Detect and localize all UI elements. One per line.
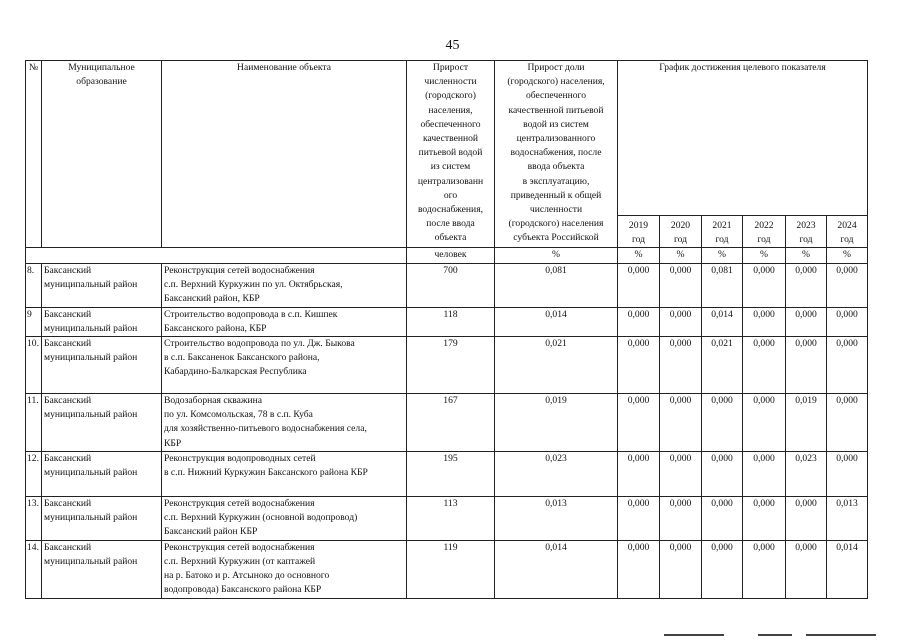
table-row (26, 497, 868, 541)
header-year: 2021 год (702, 216, 743, 248)
year-value-cell: 0,000 (743, 337, 786, 394)
year-value-cell: 0,000 (743, 264, 786, 308)
table-row (26, 394, 868, 452)
municipality-cell: Баксанский муниципальный район (42, 540, 162, 598)
unit-cell: % (743, 248, 786, 264)
year-value-cell: 0,000 (618, 452, 660, 497)
bottom-line-mark (664, 634, 724, 636)
year-value-cell: 0,000 (660, 497, 702, 541)
year-value-cell: 0,000 (702, 452, 743, 497)
header-year: 2020 год (660, 216, 702, 248)
year-value-cell: 0,000 (786, 497, 827, 541)
row-number: 12. (26, 452, 42, 497)
share-growth-cell: 0,021 (495, 337, 618, 394)
units-row (26, 248, 868, 264)
object-name-cell: Реконструкция сетей водоснабжения с.п. Верхний Куркужин (основной водопровод) Баксанский район КБР (162, 497, 407, 541)
header-num: № (26, 61, 42, 248)
header-year: 2024 год (827, 216, 868, 248)
year-value-cell: 0,000 (618, 540, 660, 598)
population-growth-cell: 700 (407, 264, 495, 308)
year-value-cell: 0,019 (786, 394, 827, 452)
share-growth-cell: 0,023 (495, 452, 618, 497)
year-value-cell: 0,000 (618, 394, 660, 452)
year-value-cell: 0,000 (743, 497, 786, 541)
year-value-cell: 0,000 (786, 540, 827, 598)
table-row (26, 264, 868, 308)
population-growth-cell: 118 (407, 307, 495, 336)
unit-cell: % (827, 248, 868, 264)
bottom-line-mark (758, 634, 792, 636)
municipality-cell: Баксанский муниципальный район (42, 307, 162, 336)
municipality-cell: Баксанский муниципальный район (42, 452, 162, 497)
row-number: 11. (26, 394, 42, 452)
unit-cell: % (702, 248, 743, 264)
year-value-cell: 0,000 (618, 264, 660, 308)
row-number: 10. (26, 337, 42, 394)
municipality-cell: Баксанский муниципальный район (42, 497, 162, 541)
table-row (26, 452, 868, 497)
year-value-cell: 0,014 (702, 307, 743, 336)
year-value-cell: 0,000 (743, 452, 786, 497)
object-name-cell: Водозаборная скважина по ул. Комсомольская, 78 в с.п. Куба для хозяйственно-питьевого водоснабжения села, КБР (162, 394, 407, 452)
row-number: 13. (26, 497, 42, 541)
row-number: 9 (26, 307, 42, 336)
municipality-cell: Баксанский муниципальный район (42, 394, 162, 452)
table-row (26, 307, 868, 336)
share-growth-cell: 0,081 (495, 264, 618, 308)
table-row (26, 540, 868, 598)
unit-cell: % (495, 248, 618, 264)
year-value-cell: 0,000 (743, 307, 786, 336)
population-growth-cell: 195 (407, 452, 495, 497)
share-growth-cell: 0,014 (495, 540, 618, 598)
share-growth-cell: 0,013 (495, 497, 618, 541)
year-value-cell: 0,013 (827, 497, 868, 541)
year-value-cell: 0,000 (618, 307, 660, 336)
object-name-cell: Реконструкция сетей водоснабжения с.п. Верхний Куркужин по ул. Октябрьская, Баксанский район, КБР (162, 264, 407, 308)
year-value-cell: 0,000 (827, 337, 868, 394)
header-year: 2022 год (743, 216, 786, 248)
year-value-cell: 0,000 (743, 394, 786, 452)
year-value-cell: 0,000 (618, 497, 660, 541)
bottom-line-mark (806, 634, 876, 636)
year-value-cell: 0,000 (702, 394, 743, 452)
header-object: Наименование объекта (162, 61, 407, 248)
municipality-cell: Баксанский муниципальный район (42, 264, 162, 308)
year-value-cell: 0,021 (702, 337, 743, 394)
year-value-cell: 0,000 (786, 264, 827, 308)
object-name-cell: Строительство водопровода в с.п. Кишпек Баксанского района, КБР (162, 307, 407, 336)
header-schedule: График достижения целевого показателя (618, 61, 868, 216)
table-row (26, 337, 868, 394)
year-value-cell: 0,000 (786, 307, 827, 336)
share-growth-cell: 0,019 (495, 394, 618, 452)
data-table (25, 60, 868, 599)
unit-cell: % (786, 248, 827, 264)
population-growth-cell: 167 (407, 394, 495, 452)
header-municipality: Муниципальное образование (42, 61, 162, 248)
page-number: 45 (445, 38, 460, 53)
year-value-cell: 0,081 (702, 264, 743, 308)
year-value-cell: 0,000 (702, 497, 743, 541)
year-value-cell: 0,000 (702, 540, 743, 598)
year-value-cell: 0,000 (660, 394, 702, 452)
year-value-cell: 0,000 (618, 337, 660, 394)
object-name-cell: Строительство водопровода по ул. Дж. Быкова в с.п. Баксаненок Баксанского района, Кабардино-Балкарская Республика (162, 337, 407, 394)
year-value-cell: 0,000 (660, 264, 702, 308)
units-blank (26, 248, 407, 264)
header-share: Прирост доли (городского) населения, обеспеченного качественной питьевой водой из систем централизованного водоснабжения, после ввода объекта в эксплуатацию, приведенный к общей численности (городского) населения субъекта Российской (495, 61, 618, 248)
object-name-cell: Реконструкция водопроводных сетей в с.п. Нижний Куркужин Баксанского района КБР (162, 452, 407, 497)
year-value-cell: 0,000 (660, 452, 702, 497)
year-value-cell: 0,023 (786, 452, 827, 497)
unit-cell: % (660, 248, 702, 264)
year-value-cell: 0,000 (827, 452, 868, 497)
header-year: 2023 год (786, 216, 827, 248)
population-growth-cell: 113 (407, 497, 495, 541)
population-growth-cell: 179 (407, 337, 495, 394)
header-growth: Прирост численности (городского) населения, обеспеченного качественной питьевой водой из систем централизованн ого водоснабжения, после ввода объекта (407, 61, 495, 248)
year-value-cell: 0,000 (660, 540, 702, 598)
unit-cell: человек (407, 248, 495, 264)
year-value-cell: 0,000 (827, 264, 868, 308)
row-number: 8. (26, 264, 42, 308)
year-value-cell: 0,000 (786, 337, 827, 394)
year-value-cell: 0,000 (660, 307, 702, 336)
unit-cell: % (618, 248, 660, 264)
year-value-cell: 0,000 (827, 394, 868, 452)
year-value-cell: 0,000 (660, 337, 702, 394)
municipality-cell: Баксанский муниципальный район (42, 337, 162, 394)
population-growth-cell: 119 (407, 540, 495, 598)
object-name-cell: Реконструкция сетей водоснабжения с.п. Верхний Куркужин (от каптажей на р. Батоко и р. Атсыноко до основного водопровода) Баксанского района КБР (162, 540, 407, 598)
year-value-cell: 0,000 (743, 540, 786, 598)
header-year: 2019 год (618, 216, 660, 248)
year-value-cell: 0,000 (827, 307, 868, 336)
row-number: 14. (26, 540, 42, 598)
header-row (26, 61, 868, 216)
share-growth-cell: 0,014 (495, 307, 618, 336)
year-value-cell: 0,014 (827, 540, 868, 598)
